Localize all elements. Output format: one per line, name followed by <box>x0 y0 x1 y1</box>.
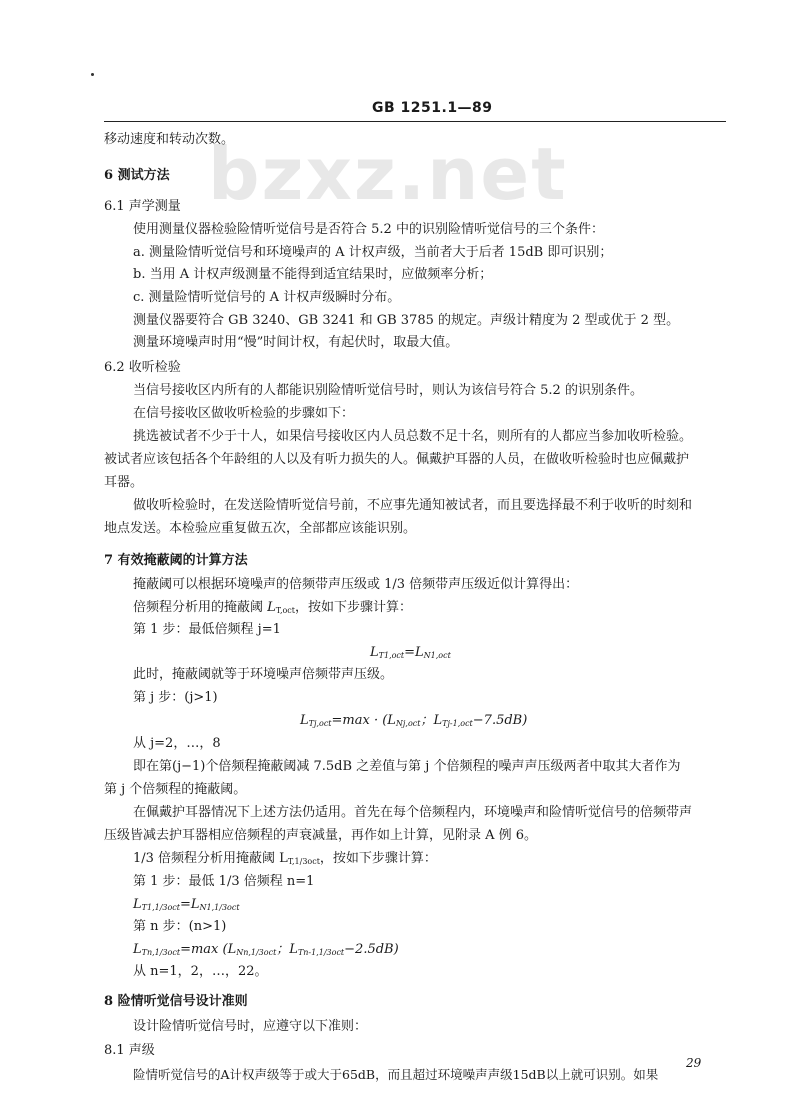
page-number: 29 <box>686 1056 702 1070</box>
text-line: 从 n=1，2，…，22。 <box>133 964 268 979</box>
text-line: 当信号接收区内所有的人都能识别险情听觉信号时，则认为该信号符合 5.2 的识别条件。 <box>133 383 643 398</box>
formula: $L_{Tj,oct}=\max \cdot (L_{Nj,oct}$；$L_{Tj-1,oct}-7.5dB$) <box>300 713 528 728</box>
text-line: 被试者应该包括各个年龄组的人以及有听力损失的人。佩戴护耳器的人员，在做收听检验时也应佩戴护 <box>104 452 690 467</box>
text-line: 即在第(j−1)个倍频程掩蔽阈减 7.5dB 之差值与第 j 个倍频程的噪声声压级两者中取其大者作为 <box>133 759 681 774</box>
scan-speck <box>91 73 94 76</box>
formula: $L_{T1,oct}=L_{N1,oct}$ <box>370 645 451 660</box>
standard-header: GB 1251.1—89 <box>372 100 493 116</box>
section-heading-7: 7 有效掩蔽阈的计算方法 <box>104 553 248 568</box>
watermark: bzxz.net <box>208 132 568 216</box>
text-line: 测量仪器要符合 GB 3240、GB 3241 和 GB 3785 的规定。声级计精度为 2 型或优于 2 型。 <box>133 313 680 328</box>
formula: $L_{Tn,1/3oct}=\max$ ($L_{Nn,1/3oct}$；$L_{Tn-1,1/3oct}-2.5dB$) <box>133 942 399 957</box>
subsection-heading-6-1: 6.1 声学测量 <box>104 199 181 214</box>
text-line: 第 n 步：(n>1) <box>133 919 227 934</box>
list-item-c: c. 测量险情听觉信号的 A 计权声级瞬时分布。 <box>133 290 401 305</box>
text-line: 在信号接收区做收听检验的步骤如下： <box>133 406 355 421</box>
section-heading-6: 6 测试方法 <box>104 168 170 183</box>
text-line: 使用测量仪器检验险情听觉信号是否符合 5.2 中的识别险情听觉信号的三个条件： <box>133 222 604 237</box>
header-rule <box>104 121 726 122</box>
text-line: 做收听检验时，在发送险情听觉信号前，不应事先通知被试者，而且要选择最不利于收听的时刻和 <box>133 498 693 513</box>
text-line: 耳器。 <box>104 475 144 490</box>
text-line: 第 j 个倍频程的掩蔽阈。 <box>104 782 247 797</box>
text-line: 第 j 步：(j>1) <box>133 690 218 705</box>
text-line: 压级皆减去护耳器相应倍频程的声衰减量，再作如上计算，见附录 A 例 6。 <box>104 828 538 843</box>
text-line: 在佩戴护耳器情况下上述方法仍适用。首先在每个倍频程内，环境噪声和险情听觉信号的倍频带声 <box>133 805 693 820</box>
text-line: 挑选被试者不少于十人，如果信号接收区内人员总数不足十名，则所有的人都应当参加收听检验。 <box>133 429 693 444</box>
list-item-b: b. 当用 A 计权声级测量不能得到适宜结果时，应做频率分析； <box>133 267 493 282</box>
section-heading-8: 8 险情听觉信号设计准则 <box>104 994 248 1009</box>
text-line: 1/3 倍频程分析用掩蔽阈 $L_{T,1/3oct}$，按如下步骤计算： <box>133 851 437 866</box>
formula: $L_{T1,1/3oct}=L_{N1,1/3oct}$ <box>133 897 240 912</box>
text-line: 第 1 步：最低倍频程 j=1 <box>133 622 281 637</box>
text-line: 险情听觉信号的A计权声级等于或大于65dB，而且超过环境噪声声级15dB以上就可识别。如果 <box>133 1067 659 1082</box>
text-line: 测量环境噪声时用“慢”时间计权，有起伏时，取最大值。 <box>133 335 459 350</box>
subsection-heading-6-2: 6.2 收听检验 <box>104 360 181 375</box>
text-line: 掩蔽阈可以根据环境噪声的倍频带声压级或 1/3 倍频带声压级近似计算得出： <box>133 577 579 592</box>
text-line: 从 j=2，…，8 <box>133 736 221 751</box>
text-line: 此时，掩蔽阈就等于环境噪声倍频带声压级。 <box>133 667 394 682</box>
text-line: 移动速度和转动次数。 <box>104 132 235 147</box>
text-line: 倍频程分析用的掩蔽阈 $L_{T,oct}$，按如下步骤计算： <box>133 600 413 615</box>
text-line: 地点发送。本检验应重复做五次，全部都应该能识别。 <box>104 521 417 536</box>
text-line: 第 1 步：最低 1/3 倍频程 n=1 <box>133 874 315 889</box>
text-line: 设计险情听觉信号时，应遵守以下准则： <box>133 1019 368 1034</box>
list-item-a: a. 测量险情听觉信号和环境噪声的 A 计权声级，当前者大于后者 15dB 即可识别； <box>133 245 613 260</box>
subsection-heading-8-1: 8.1 声级 <box>104 1043 155 1058</box>
